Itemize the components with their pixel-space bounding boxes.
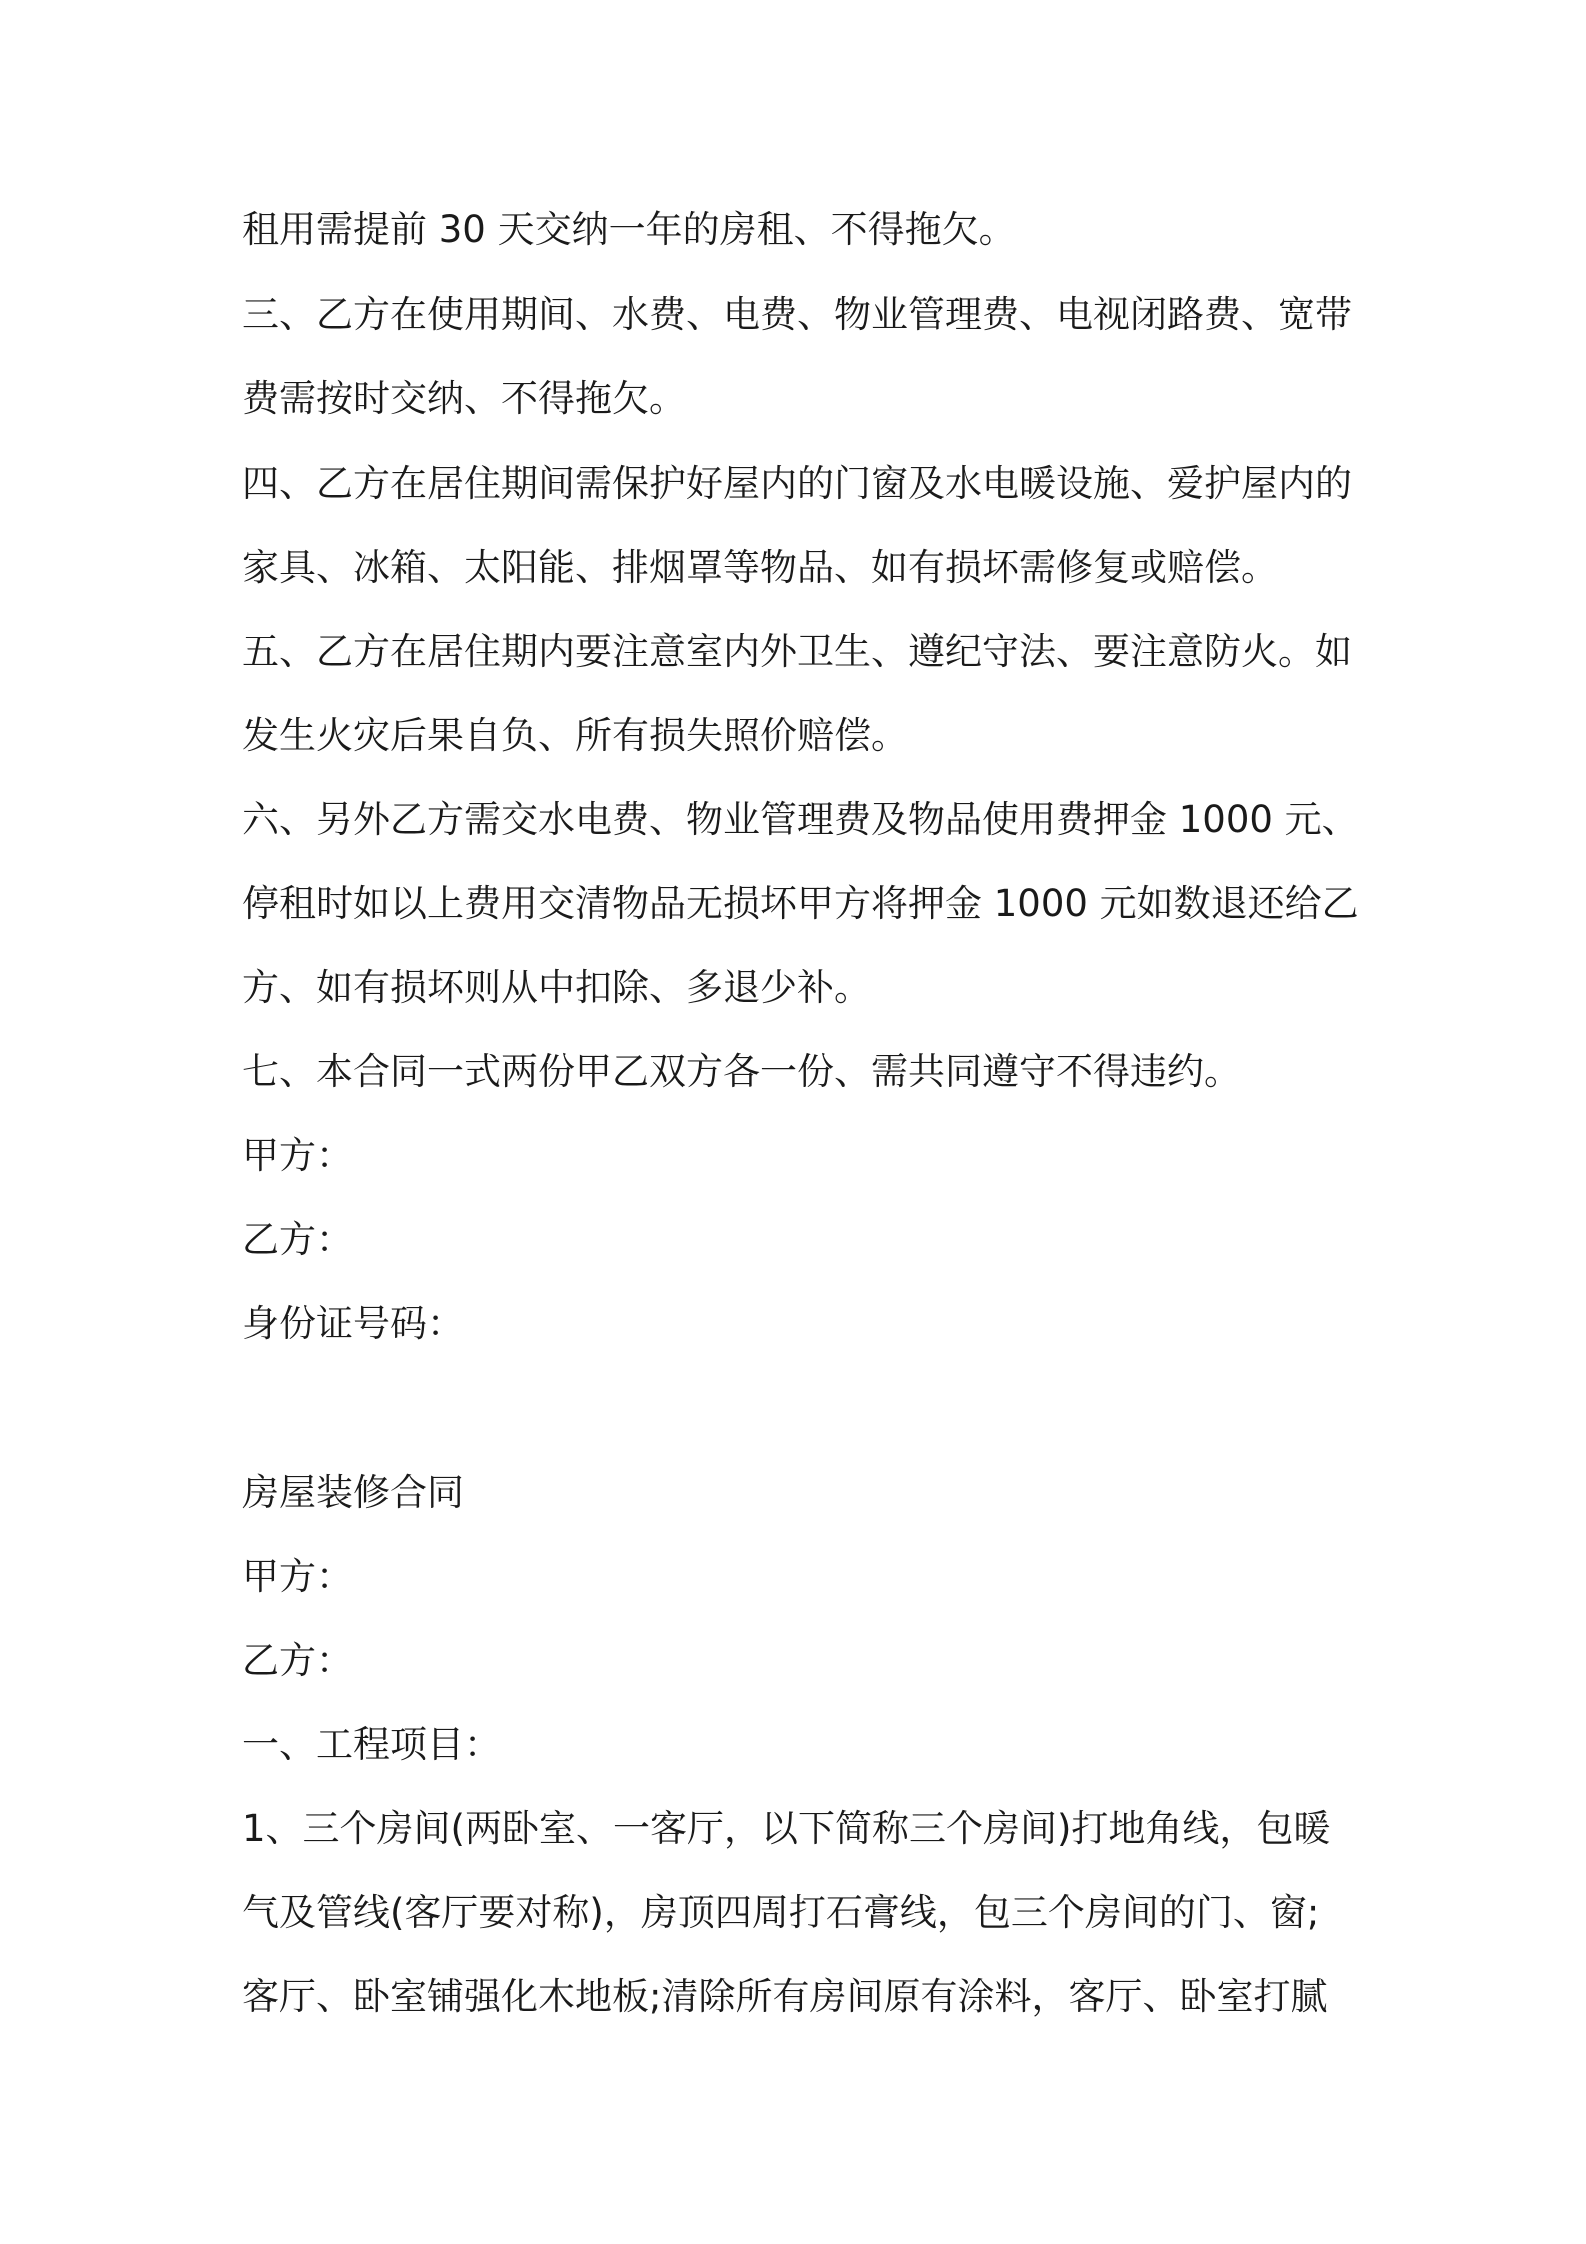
item-1-line-1: 1、三个房间(两卧室、一客厅，以下简称三个房间)打地角线，包暖 (242, 1807, 1331, 1850)
party-a-label: 甲方： (242, 1134, 353, 1177)
id-number-label: 身份证号码： (242, 1302, 464, 1345)
contract-title: 房屋装修合同 (242, 1471, 464, 1514)
party-b-label-2: 乙方： (242, 1639, 353, 1682)
section-1-heading: 一、工程项目： (242, 1723, 501, 1766)
text-line-rent-prepay: 租用需提前 30 天交纳一年的房租、不得拖欠。 (242, 208, 1016, 251)
clause-3-line-2: 费需按时交纳、不得拖欠。 (242, 377, 686, 420)
clause-5-line-2: 发生火灾后果自负、所有损失照价赔偿。 (242, 714, 908, 757)
clause-5-line-1: 五、乙方在居住期内要注意室内外卫生、遵纪守法、要注意防火。如 (242, 630, 1352, 673)
clause-7-line-1: 七、本合同一式两份甲乙双方各一份、需共同遵守不得违约。 (242, 1050, 1241, 1093)
item-1-line-2: 气及管线(客厅要对称)，房顶四周打石膏线，包三个房间的门、窗; (242, 1891, 1320, 1934)
clause-6-line-2: 停租时如以上费用交清物品无损坏甲方将押金 1000 元如数退还给乙 (242, 882, 1359, 925)
party-a-label-2: 甲方： (242, 1555, 353, 1598)
item-1-line-3: 客厅、卧室铺强化木地板;清除所有房间原有涂料，客厅、卧室打腻 (242, 1975, 1328, 2018)
party-b-label: 乙方： (242, 1218, 353, 1261)
clause-6-line-3: 方、如有损坏则从中扣除、多退少补。 (242, 966, 871, 1009)
clause-4-line-1: 四、乙方在居住期间需保护好屋内的门窗及水电暖设施、爱护屋内的 (242, 462, 1352, 505)
clause-6-line-1: 六、另外乙方需交水电费、物业管理费及物品使用费押金 1000 元、 (242, 798, 1359, 841)
clause-3-line-1: 三、乙方在使用期间、水费、电费、物业管理费、电视闭路费、宽带 (242, 293, 1352, 336)
clause-4-line-2: 家具、冰箱、太阳能、排烟罩等物品、如有损坏需修复或赔偿。 (242, 546, 1278, 589)
